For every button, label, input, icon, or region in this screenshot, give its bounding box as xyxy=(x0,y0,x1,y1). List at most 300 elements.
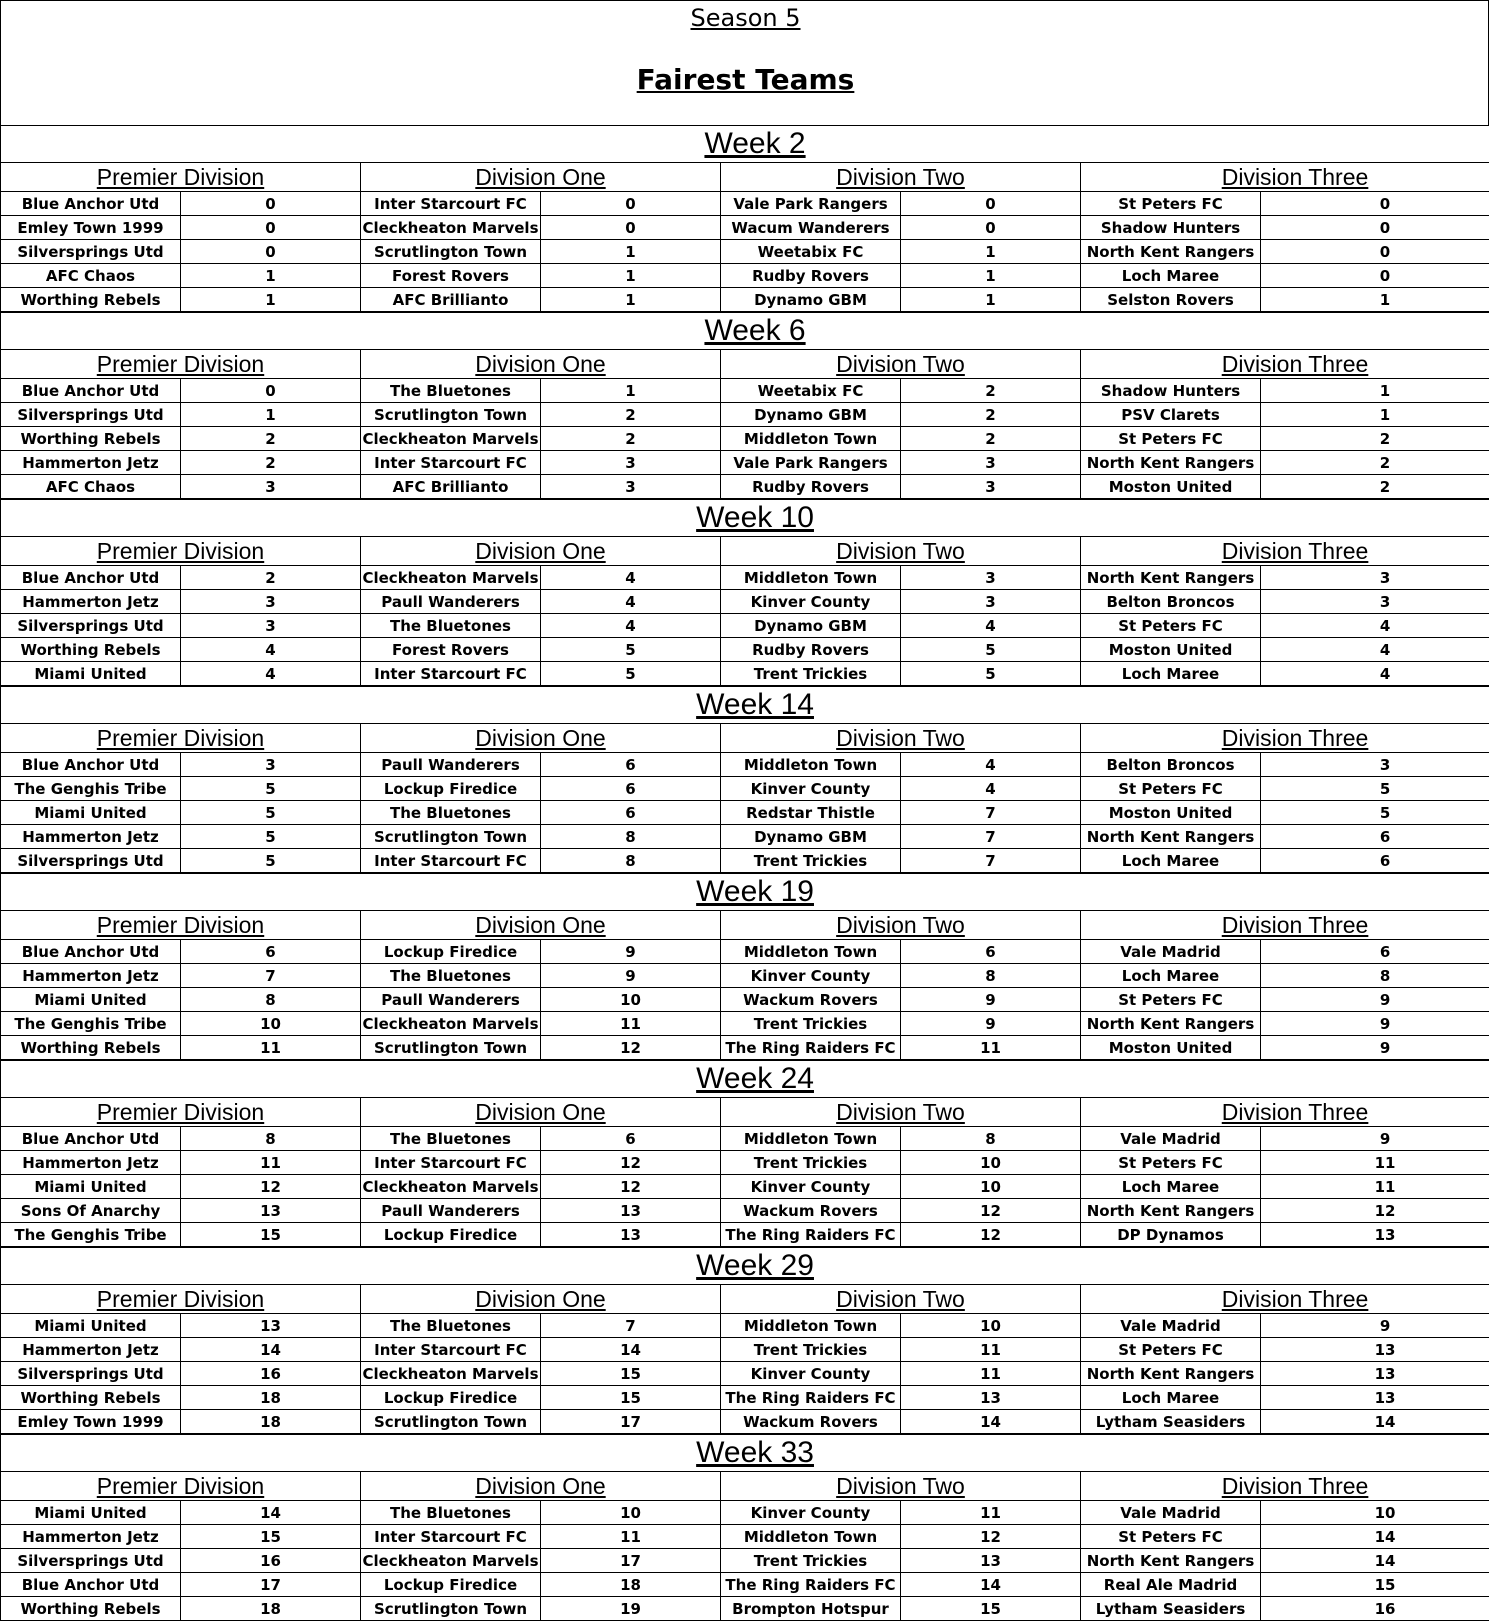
division-label: Division Two xyxy=(836,538,965,564)
points-cell: 9 xyxy=(541,964,721,988)
points-cell: 9 xyxy=(1261,988,1489,1012)
table-row xyxy=(1,638,1489,662)
week-label: Week 24 xyxy=(696,1062,814,1095)
team-name-cell: Miami United xyxy=(1,1175,181,1199)
team-name-cell: Selston Rovers xyxy=(1081,288,1261,312)
division-label: Division Three xyxy=(1221,538,1369,564)
points-cell: 14 xyxy=(181,1338,361,1362)
points-cell: 8 xyxy=(1261,964,1489,988)
team-name-cell: Scrutlington Town xyxy=(361,240,541,264)
points-cell: 0 xyxy=(541,192,721,216)
week-table xyxy=(0,1434,1489,1621)
table-row xyxy=(1,1223,1489,1247)
division-header xyxy=(721,1285,1081,1314)
points-cell: 13 xyxy=(181,1199,361,1223)
table-row xyxy=(1,801,1489,825)
points-cell: 4 xyxy=(541,590,721,614)
team-name-cell: Cleckheaton Marvels xyxy=(361,1362,541,1386)
team-name-cell: North Kent Rangers xyxy=(1081,451,1261,475)
points-cell: 7 xyxy=(901,801,1081,825)
points-cell: 3 xyxy=(181,753,361,777)
team-name-cell: Loch Maree xyxy=(1081,849,1261,873)
team-name-cell: North Kent Rangers xyxy=(1081,1549,1261,1573)
division-header xyxy=(1,163,361,192)
week-heading xyxy=(1,1061,1489,1098)
division-header xyxy=(1,350,361,379)
division-label: Division Two xyxy=(836,351,965,377)
team-name-cell: Scrutlington Town xyxy=(361,825,541,849)
team-name-cell: Kinver County xyxy=(721,1175,901,1199)
team-name-cell: The Ring Raiders FC xyxy=(721,1223,901,1247)
team-name-cell: Moston United xyxy=(1081,638,1261,662)
points-cell: 13 xyxy=(181,1314,361,1338)
points-cell: 8 xyxy=(541,849,721,873)
team-name-cell: Kinver County xyxy=(721,1362,901,1386)
points-cell: 4 xyxy=(1261,614,1489,638)
team-name-cell: Brompton Hotspur xyxy=(721,1597,901,1621)
points-cell: 2 xyxy=(1261,451,1489,475)
points-cell: 13 xyxy=(1261,1386,1489,1410)
points-cell: 0 xyxy=(1261,192,1489,216)
points-cell: 5 xyxy=(901,662,1081,686)
week-table xyxy=(0,499,1489,686)
points-cell: 9 xyxy=(901,1012,1081,1036)
team-name-cell: Blue Anchor Utd xyxy=(1,940,181,964)
table-row xyxy=(1,475,1489,499)
division-label: Division One xyxy=(475,538,606,564)
team-name-cell: Kinver County xyxy=(721,777,901,801)
division-header xyxy=(1,1285,361,1314)
points-cell: 1 xyxy=(901,264,1081,288)
points-cell: 2 xyxy=(181,566,361,590)
team-name-cell: Worthing Rebels xyxy=(1,638,181,662)
team-name-cell: The Bluetones xyxy=(361,964,541,988)
team-name-cell: The Genghis Tribe xyxy=(1,1223,181,1247)
points-cell: 8 xyxy=(901,1127,1081,1151)
table-row xyxy=(1,1338,1489,1362)
points-cell: 13 xyxy=(1261,1223,1489,1247)
team-name-cell: Cleckheaton Marvels xyxy=(361,566,541,590)
points-cell: 15 xyxy=(541,1386,721,1410)
points-cell: 5 xyxy=(1261,777,1489,801)
points-cell: 11 xyxy=(901,1362,1081,1386)
team-name-cell: Trent Trickies xyxy=(721,1549,901,1573)
division-label: Division One xyxy=(475,912,606,938)
division-header xyxy=(721,724,1081,753)
team-name-cell: Silversprings Utd xyxy=(1,1549,181,1573)
points-cell: 14 xyxy=(1261,1525,1489,1549)
points-cell: 6 xyxy=(541,1127,721,1151)
team-name-cell: Silversprings Utd xyxy=(1,849,181,873)
division-label: Division Three xyxy=(1221,351,1369,377)
team-name-cell: Kinver County xyxy=(721,590,901,614)
team-name-cell: Paull Wanderers xyxy=(361,988,541,1012)
team-name-cell: Belton Broncos xyxy=(1081,753,1261,777)
team-name-cell: Emley Town 1999 xyxy=(1,216,181,240)
points-cell: 2 xyxy=(901,379,1081,403)
division-header xyxy=(361,1285,721,1314)
points-cell: 18 xyxy=(181,1410,361,1434)
division-header xyxy=(361,1472,721,1501)
team-name-cell: Worthing Rebels xyxy=(1,427,181,451)
division-header xyxy=(1081,1472,1489,1501)
team-name-cell: The Ring Raiders FC xyxy=(721,1573,901,1597)
team-name-cell: The Bluetones xyxy=(361,801,541,825)
team-name-cell: Rudby Rovers xyxy=(721,475,901,499)
points-cell: 1 xyxy=(901,288,1081,312)
team-name-cell: Cleckheaton Marvels xyxy=(361,427,541,451)
table-row xyxy=(1,264,1489,288)
points-cell: 6 xyxy=(541,777,721,801)
points-cell: 11 xyxy=(1261,1175,1489,1199)
points-cell: 0 xyxy=(181,240,361,264)
team-name-cell: Forest Rovers xyxy=(361,638,541,662)
table-row xyxy=(1,216,1489,240)
team-name-cell: Worthing Rebels xyxy=(1,288,181,312)
points-cell: 14 xyxy=(1261,1410,1489,1434)
points-cell: 10 xyxy=(901,1151,1081,1175)
points-cell: 3 xyxy=(901,590,1081,614)
team-name-cell: Trent Trickies xyxy=(721,849,901,873)
team-name-cell: AFC Brillianto xyxy=(361,475,541,499)
division-header xyxy=(1081,1285,1489,1314)
points-cell: 18 xyxy=(181,1386,361,1410)
points-cell: 6 xyxy=(1261,825,1489,849)
points-cell: 14 xyxy=(541,1338,721,1362)
table-row xyxy=(1,849,1489,873)
team-name-cell: Miami United xyxy=(1,662,181,686)
team-name-cell: St Peters FC xyxy=(1081,988,1261,1012)
division-header xyxy=(1081,911,1489,940)
points-cell: 10 xyxy=(541,988,721,1012)
team-name-cell: Hammerton Jetz xyxy=(1,964,181,988)
points-cell: 5 xyxy=(181,849,361,873)
points-cell: 7 xyxy=(181,964,361,988)
week-table xyxy=(0,686,1489,873)
points-cell: 1 xyxy=(181,264,361,288)
week-heading xyxy=(1,1435,1489,1472)
team-name-cell: Inter Starcourt FC xyxy=(361,192,541,216)
table-row xyxy=(1,662,1489,686)
team-name-cell: St Peters FC xyxy=(1081,1338,1261,1362)
team-name-cell: Silversprings Utd xyxy=(1,240,181,264)
team-name-cell: Belton Broncos xyxy=(1081,590,1261,614)
table-row xyxy=(1,403,1489,427)
week-table xyxy=(0,873,1489,1060)
team-name-cell: Wackum Rovers xyxy=(721,1410,901,1434)
points-cell: 12 xyxy=(541,1175,721,1199)
team-name-cell: Middleton Town xyxy=(721,753,901,777)
division-label: Division Two xyxy=(836,725,965,751)
division-label: Division Two xyxy=(836,1099,965,1125)
table-row xyxy=(1,1127,1489,1151)
points-cell: 10 xyxy=(901,1175,1081,1199)
points-cell: 0 xyxy=(1261,264,1489,288)
table-row xyxy=(1,1362,1489,1386)
division-header xyxy=(1,1472,361,1501)
points-cell: 1 xyxy=(541,240,721,264)
points-cell: 14 xyxy=(901,1573,1081,1597)
team-name-cell: Loch Maree xyxy=(1081,662,1261,686)
division-header xyxy=(1,1098,361,1127)
points-cell: 19 xyxy=(541,1597,721,1621)
points-cell: 4 xyxy=(541,614,721,638)
division-header xyxy=(721,911,1081,940)
division-header xyxy=(1081,724,1489,753)
points-cell: 9 xyxy=(901,988,1081,1012)
team-name-cell: St Peters FC xyxy=(1081,614,1261,638)
team-name-cell: Silversprings Utd xyxy=(1,403,181,427)
team-name-cell: AFC Brillianto xyxy=(361,288,541,312)
season-label: Season 5 xyxy=(690,4,801,32)
week-heading xyxy=(1,1248,1489,1285)
division-header xyxy=(361,537,721,566)
division-label: Premier Division xyxy=(96,538,265,564)
division-label: Division Three xyxy=(1221,1099,1369,1125)
table-row xyxy=(1,1410,1489,1434)
division-header xyxy=(721,1098,1081,1127)
team-name-cell: St Peters FC xyxy=(1081,777,1261,801)
division-label: Division One xyxy=(475,1473,606,1499)
table-row xyxy=(1,1386,1489,1410)
points-cell: 15 xyxy=(541,1362,721,1386)
division-header xyxy=(361,1098,721,1127)
points-cell: 6 xyxy=(181,940,361,964)
team-name-cell: The Bluetones xyxy=(361,379,541,403)
points-cell: 2 xyxy=(541,403,721,427)
division-header xyxy=(721,350,1081,379)
points-cell: 0 xyxy=(181,192,361,216)
division-label: Division One xyxy=(475,1286,606,1312)
points-cell: 10 xyxy=(181,1012,361,1036)
points-cell: 5 xyxy=(541,638,721,662)
points-cell: 5 xyxy=(901,638,1081,662)
week-label: Week 19 xyxy=(696,875,814,908)
team-name-cell: The Bluetones xyxy=(361,614,541,638)
team-name-cell: DP Dynamos xyxy=(1081,1223,1261,1247)
points-cell: 3 xyxy=(541,475,721,499)
points-cell: 11 xyxy=(901,1036,1081,1060)
week-table xyxy=(0,1247,1489,1434)
team-name-cell: Blue Anchor Utd xyxy=(1,1573,181,1597)
team-name-cell: Inter Starcourt FC xyxy=(361,1338,541,1362)
table-row xyxy=(1,777,1489,801)
points-cell: 3 xyxy=(901,566,1081,590)
table-row xyxy=(1,288,1489,312)
team-name-cell: North Kent Rangers xyxy=(1081,240,1261,264)
team-name-cell: Lockup Firedice xyxy=(361,777,541,801)
team-name-cell: Miami United xyxy=(1,1501,181,1525)
table-row xyxy=(1,566,1489,590)
points-cell: 2 xyxy=(901,403,1081,427)
team-name-cell: Dynamo GBM xyxy=(721,825,901,849)
team-name-cell: Silversprings Utd xyxy=(1,1362,181,1386)
points-cell: 11 xyxy=(541,1525,721,1549)
team-name-cell: Vale Park Rangers xyxy=(721,451,901,475)
team-name-cell: Scrutlington Town xyxy=(361,403,541,427)
table-row xyxy=(1,379,1489,403)
team-name-cell: Sons Of Anarchy xyxy=(1,1199,181,1223)
points-cell: 9 xyxy=(1261,1012,1489,1036)
points-cell: 7 xyxy=(901,849,1081,873)
division-header xyxy=(721,537,1081,566)
points-cell: 2 xyxy=(181,451,361,475)
team-name-cell: Kinver County xyxy=(721,964,901,988)
table-row xyxy=(1,451,1489,475)
division-label: Premier Division xyxy=(96,1473,265,1499)
team-name-cell: Blue Anchor Utd xyxy=(1,1127,181,1151)
week-label: Week 6 xyxy=(704,314,806,347)
team-name-cell: Lockup Firedice xyxy=(361,1573,541,1597)
division-header xyxy=(1081,350,1489,379)
table-row xyxy=(1,753,1489,777)
points-cell: 17 xyxy=(541,1549,721,1573)
points-cell: 13 xyxy=(901,1386,1081,1410)
week-label: Week 33 xyxy=(696,1436,814,1469)
weeks-container xyxy=(0,125,1489,1621)
team-name-cell: Dynamo GBM xyxy=(721,403,901,427)
points-cell: 1 xyxy=(181,288,361,312)
team-name-cell: Blue Anchor Utd xyxy=(1,192,181,216)
points-cell: 6 xyxy=(541,753,721,777)
team-name-cell: Moston United xyxy=(1081,801,1261,825)
division-label: Division One xyxy=(475,164,606,190)
points-cell: 12 xyxy=(901,1223,1081,1247)
team-name-cell: Trent Trickies xyxy=(721,662,901,686)
team-name-cell: Inter Starcourt FC xyxy=(361,662,541,686)
points-cell: 1 xyxy=(541,264,721,288)
points-cell: 4 xyxy=(901,753,1081,777)
team-name-cell: The Genghis Tribe xyxy=(1,777,181,801)
week-heading xyxy=(1,126,1489,163)
team-name-cell: Paull Wanderers xyxy=(361,753,541,777)
team-name-cell: Shadow Hunters xyxy=(1081,379,1261,403)
division-label: Division Three xyxy=(1221,912,1369,938)
team-name-cell: Cleckheaton Marvels xyxy=(361,216,541,240)
team-name-cell: Loch Maree xyxy=(1081,1175,1261,1199)
week-label: Week 10 xyxy=(696,501,814,534)
team-name-cell: Middleton Town xyxy=(721,427,901,451)
points-cell: 13 xyxy=(541,1199,721,1223)
team-name-cell: Worthing Rebels xyxy=(1,1036,181,1060)
team-name-cell: Worthing Rebels xyxy=(1,1597,181,1621)
page-title: Fairest Teams xyxy=(636,63,855,96)
division-label: Premier Division xyxy=(96,351,265,377)
points-cell: 6 xyxy=(901,940,1081,964)
points-cell: 17 xyxy=(181,1573,361,1597)
team-name-cell: Hammerton Jetz xyxy=(1,1338,181,1362)
points-cell: 9 xyxy=(1261,1036,1489,1060)
points-cell: 1 xyxy=(901,240,1081,264)
points-cell: 5 xyxy=(181,801,361,825)
points-cell: 15 xyxy=(1261,1573,1489,1597)
team-name-cell: North Kent Rangers xyxy=(1081,566,1261,590)
sheet-header xyxy=(0,0,1489,125)
points-cell: 14 xyxy=(901,1410,1081,1434)
table-row xyxy=(1,1549,1489,1573)
week-heading xyxy=(1,313,1489,350)
points-cell: 5 xyxy=(1261,801,1489,825)
team-name-cell: Paull Wanderers xyxy=(361,590,541,614)
points-cell: 15 xyxy=(181,1223,361,1247)
points-cell: 11 xyxy=(541,1012,721,1036)
table-row xyxy=(1,1012,1489,1036)
week-heading xyxy=(1,874,1489,911)
points-cell: 8 xyxy=(901,964,1081,988)
week-label: Week 29 xyxy=(696,1249,814,1282)
team-name-cell: Miami United xyxy=(1,1314,181,1338)
team-name-cell: Cleckheaton Marvels xyxy=(361,1012,541,1036)
week-table xyxy=(0,312,1489,499)
table-row xyxy=(1,1501,1489,1525)
team-name-cell: Trent Trickies xyxy=(721,1151,901,1175)
points-cell: 0 xyxy=(901,192,1081,216)
points-cell: 0 xyxy=(1261,240,1489,264)
team-name-cell: Lockup Firedice xyxy=(361,1223,541,1247)
points-cell: 15 xyxy=(901,1597,1081,1621)
team-name-cell: The Ring Raiders FC xyxy=(721,1386,901,1410)
team-name-cell: St Peters FC xyxy=(1081,192,1261,216)
team-name-cell: Shadow Hunters xyxy=(1081,216,1261,240)
points-cell: 14 xyxy=(181,1501,361,1525)
points-cell: 11 xyxy=(901,1501,1081,1525)
team-name-cell: Lytham Seasiders xyxy=(1081,1410,1261,1434)
team-name-cell: North Kent Rangers xyxy=(1081,825,1261,849)
week-heading xyxy=(1,687,1489,724)
points-cell: 13 xyxy=(541,1223,721,1247)
points-cell: 10 xyxy=(541,1501,721,1525)
table-row xyxy=(1,940,1489,964)
division-header xyxy=(361,911,721,940)
points-cell: 12 xyxy=(541,1151,721,1175)
team-name-cell: Loch Maree xyxy=(1081,1386,1261,1410)
points-cell: 0 xyxy=(181,216,361,240)
table-row xyxy=(1,1314,1489,1338)
team-name-cell: Inter Starcourt FC xyxy=(361,849,541,873)
team-name-cell: Lockup Firedice xyxy=(361,940,541,964)
points-cell: 10 xyxy=(901,1314,1081,1338)
table-row xyxy=(1,1525,1489,1549)
points-cell: 3 xyxy=(1261,566,1489,590)
team-name-cell: Wackum Rovers xyxy=(721,988,901,1012)
division-label: Premier Division xyxy=(96,164,265,190)
points-cell: 12 xyxy=(541,1036,721,1060)
points-cell: 2 xyxy=(181,427,361,451)
points-cell: 1 xyxy=(541,379,721,403)
points-cell: 13 xyxy=(901,1549,1081,1573)
table-row xyxy=(1,1151,1489,1175)
week-table xyxy=(0,1060,1489,1247)
points-cell: 8 xyxy=(541,825,721,849)
table-row xyxy=(1,964,1489,988)
team-name-cell: Redstar Thistle xyxy=(721,801,901,825)
division-header xyxy=(361,163,721,192)
team-name-cell: Blue Anchor Utd xyxy=(1,566,181,590)
points-cell: 16 xyxy=(181,1549,361,1573)
points-cell: 4 xyxy=(1261,662,1489,686)
division-label: Division One xyxy=(475,1099,606,1125)
table-row xyxy=(1,1597,1489,1621)
points-cell: 0 xyxy=(901,216,1081,240)
points-cell: 9 xyxy=(1261,1314,1489,1338)
team-name-cell: Middleton Town xyxy=(721,940,901,964)
points-cell: 4 xyxy=(541,566,721,590)
points-cell: 13 xyxy=(1261,1362,1489,1386)
points-cell: 1 xyxy=(181,403,361,427)
division-header xyxy=(1,537,361,566)
points-cell: 13 xyxy=(1261,1338,1489,1362)
team-name-cell: Weetabix FC xyxy=(721,240,901,264)
